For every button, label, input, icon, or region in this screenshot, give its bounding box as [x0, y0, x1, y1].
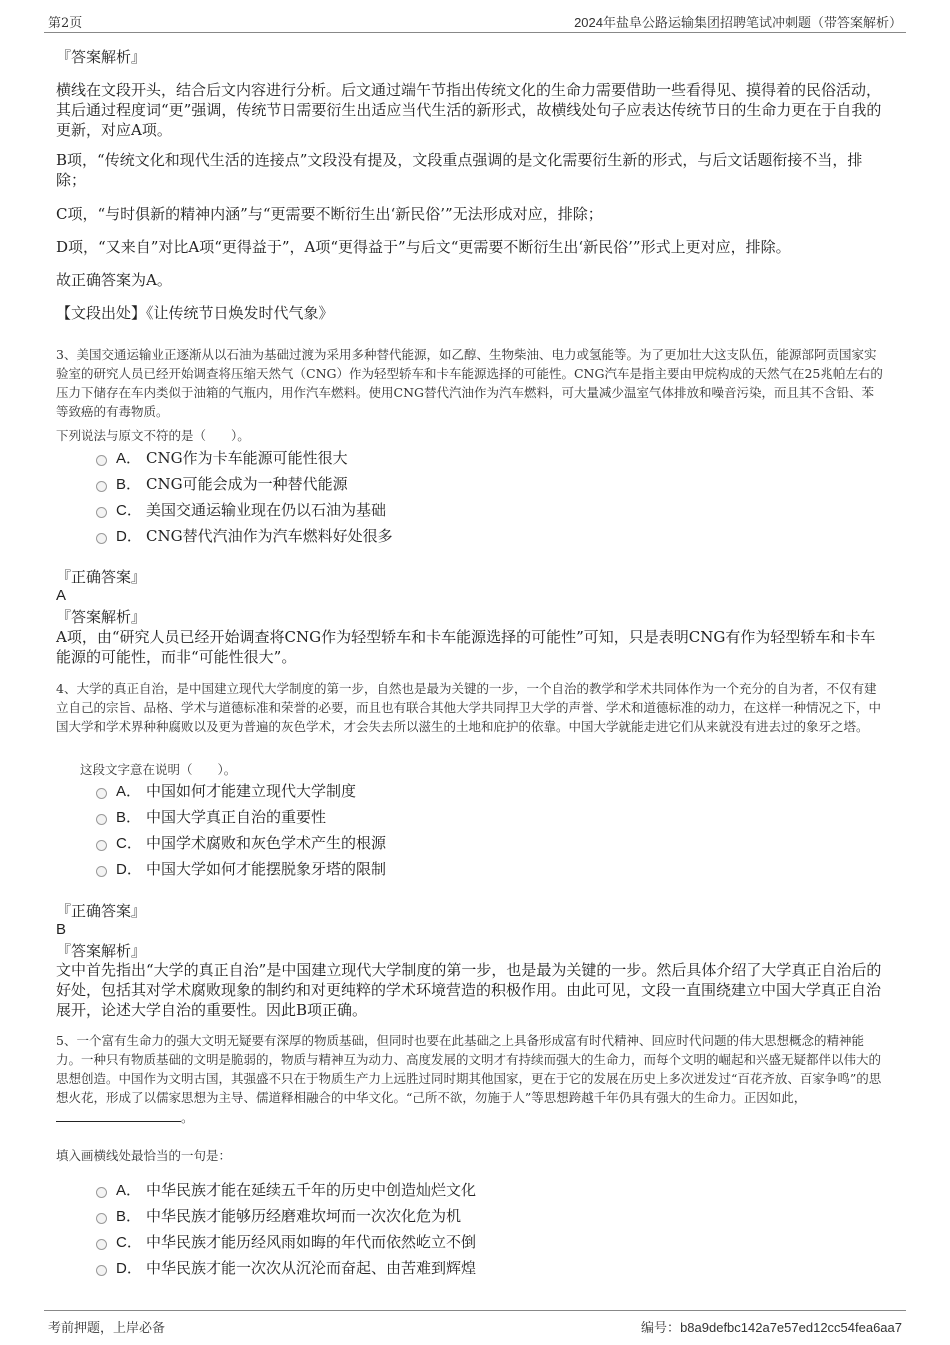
q3-stem: 3、美国交通运输业正逐渐从以石油为基础过渡为采用多种替代能源，如乙醇、生物柴油、电力或氢能等。为了更加壮大这支队伍，能源部阿贡国家实验室的研究人员已经开始调查将压缩天然气（CNG）作为轻型轿车和卡车能源选择的可能性。CNG汽车是指主要由甲烷构成的天然气在25兆帕左右的压力下储存在车内类似于油箱的气瓶内，用作汽车燃料。使用CNG替代汽油作为汽车燃料，可大量减少温室气体排放和噪音污染，而且其不含铅、苯等致癌的有毒物质。 — [56, 347, 883, 419]
blank-line — [56, 1107, 181, 1122]
q4-analysis-label: 『答案解析』 — [56, 942, 147, 960]
q5-option-b[interactable]: B． 中华民族才能够历经磨难坎坷而一次次化危为机 — [96, 1203, 796, 1229]
q2-analysis-p1: 横线在文段开头，结合后文内容进行分析。后文通过端午节指出传统文化的生命力需要借助一些看得见、摸得着的民俗活动，其后通过程度词“更”强调，传统节日需要衍生出适应当代生活的新形式，故横线处句子应表达传统节日的生命力更在于自我的更新，对应A项。 — [56, 81, 882, 139]
q5-option-c[interactable]: C． 中华民族才能历经风雨如晦的年代而依然屹立不倒 — [96, 1229, 796, 1255]
q3-option-b[interactable]: B． CNG可能会成为一种替代能源 — [96, 471, 796, 497]
radio-icon[interactable] — [96, 1213, 107, 1224]
q3-question: 下列说法与原文不符的是（ ）。 — [56, 428, 250, 443]
q4-answer-label: 『正确答案』 — [56, 902, 147, 920]
q4-analysis: 文中首先指出“大学的真正自治”是中国建立现代大学制度的第一步，也是最为关键的一步。然后具体介绍了大学真正自治后的好处，包括其对学术腐败现象的制约和对更纯粹的学术环境营造的积极作用。由此可见，文段一直围绕建立中国大学真正自治展开，论述大学自治的重要性。因此B项正确。 — [56, 961, 882, 1019]
q2-source: 【文段出处】《让传统节日焕发时代气象》 — [56, 304, 334, 322]
q2-analysis-p4: D项，“又来自”对比A项“更得益于”，A项“更得益于”与后文“更需要不断衍生出‘新民俗’”形式上更对应，排除。 — [56, 238, 791, 256]
q5-question: 填入画横线处最恰当的一句是： — [56, 1148, 232, 1163]
radio-icon[interactable] — [96, 507, 107, 518]
q3-answer: A — [56, 587, 67, 604]
radio-icon[interactable] — [96, 455, 107, 466]
radio-icon[interactable] — [96, 481, 107, 492]
q5-option-a[interactable]: A． 中华民族才能在延续五千年的历史中创造灿烂文化 — [96, 1177, 796, 1203]
q4-option-c[interactable]: C． 中国学术腐败和灰色学术产生的根源 — [96, 830, 796, 856]
q3-answer-label: 『正确答案』 — [56, 568, 147, 586]
radio-icon[interactable] — [96, 1239, 107, 1250]
q4-answer: B — [56, 921, 67, 938]
q4-option-a[interactable]: A． 中国如何才能建立现代大学制度 — [96, 778, 796, 804]
q3-option-a[interactable]: A． CNG作为卡车能源可能性很大 — [96, 445, 796, 471]
q5-option-d[interactable]: D． 中华民族才能一次次从沉沦而奋起、由苦难到辉煌 — [96, 1255, 796, 1281]
radio-icon[interactable] — [96, 1187, 107, 1198]
q4-stem: 4、大学的真正自治，是中国建立现代大学制度的第一步，自然也是最为关键的一步，一个自治的教学和学术共同体作为一个充分的自为者，不仅有建立自己的宗旨、品格、学术与道德标准和荣誉的必要，而且也有联合其他大学共同捍卫大学的声誉、学术和道德标准的动力，在这样一种情况之下，中国大学和学术界种种腐败以及更为普遍的灰色学术，才会失去所以滋生的土地和庇护的依靠。中国大学就能走进它们从来就没有进去过的象牙之塔。 — [56, 681, 882, 734]
page-footer — [44, 1310, 906, 1337]
radio-icon[interactable] — [96, 533, 107, 544]
q4-question: 这段文字意在说明（ ）。 — [80, 762, 237, 777]
document-title: 2024年盐阜公路运输集团招聘笔试冲刺题（带答案解析） — [574, 15, 902, 30]
page-header — [44, 10, 906, 33]
radio-icon[interactable] — [96, 814, 107, 825]
q5-options — [96, 1177, 796, 1281]
q5-stem: 5、一个富有生命力的强大文明无疑要有深厚的物质基础，但同时也要在此基础之上具备形成富有时代精神、回应时代问题的伟大思想概念的精神能力。一种只有物质基础的文明是脆弱的，物质与精神互为动力、高度发展的文明才有持续而强大的生命力，而每个文明的崛起和兴盛无疑都伴以伟大的思想创造。中国作为文明古国，其强盛不只在于物质生产力上远胜过同时期其他国家，更在于它的发展在历史上多次迸发过“百花齐放、百家争鸣”的思想火花，形成了以儒家思想为主导、儒道释相融合的中华文化。“己所不欲，勿施于人”等思想跨越千年仍具有强大的生命力。正因如此，。 — [56, 1033, 882, 1125]
q3-analysis-label: 『答案解析』 — [56, 608, 147, 626]
q3-options — [96, 445, 796, 549]
q3-option-d[interactable]: D． CNG替代汽油作为汽车燃料好处很多 — [96, 523, 796, 549]
q2-analysis-p3: C项，“与时俱新的精神内涵”与“更需要不断衍生出‘新民俗’”无法形成对应，排除； — [56, 205, 603, 223]
radio-icon[interactable] — [96, 840, 107, 851]
radio-icon[interactable] — [96, 1265, 107, 1276]
radio-icon[interactable] — [96, 788, 107, 799]
q4-option-d[interactable]: D． 中国大学如何才能摆脱象牙塔的限制 — [96, 856, 796, 882]
q4-options — [96, 778, 796, 882]
q2-analysis-p5: 故正确答案为A。 — [56, 271, 172, 289]
q2-analysis-p2: B项，“传统文化和现代生活的连接点”文段没有提及，文段重点强调的是文化需要衍生新的形式，与后文话题衔接不当，排除； — [56, 151, 863, 189]
radio-icon[interactable] — [96, 866, 107, 877]
footer-slogan: 考前押题，上岸必备 — [48, 1321, 166, 1336]
page-number: 第2页 — [48, 16, 83, 31]
q4-option-b[interactable]: B． 中国大学真正自治的重要性 — [96, 804, 796, 830]
q3-analysis: A项，由“研究人员已经开始调查将CNG作为轻型轿车和卡车能源选择的可能性”可知，只是表明CNG有作为轻型轿车和卡车能源的可能性，而非“可能性很大”。 — [56, 628, 876, 666]
q2-analysis-label: 『答案解析』 — [56, 48, 147, 66]
document-code: 编号：b8a9defbc142a7e57ed12cc54fea6aa7 — [641, 1320, 902, 1336]
q3-option-c[interactable]: C． 美国交通运输业现在仍以石油为基础 — [96, 497, 796, 523]
